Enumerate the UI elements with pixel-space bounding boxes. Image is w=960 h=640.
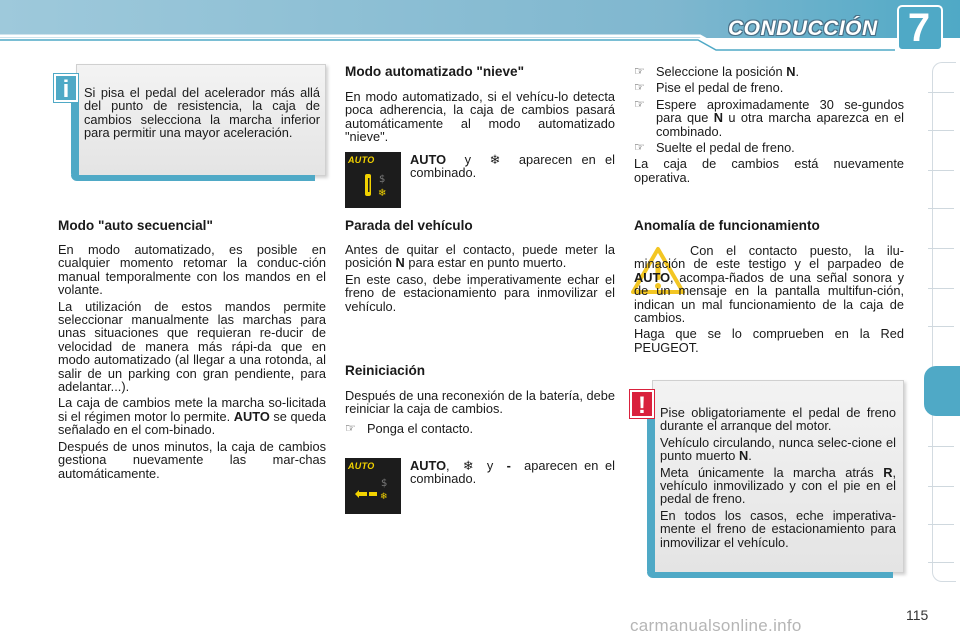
paragraph: En este caso, debe imperativamente echar el freno de estacionamiento para inmovilizar el vehículo. [345,271,615,314]
section-title-nieve: Modo automatizado "nieve" [345,64,525,79]
chapter-title: CONDUCCIÓN [728,17,878,40]
svg-text:$: $ [381,478,388,489]
paragraph: Meta únicamente la marcha atrás R, vehículo inmovilizado y con el pie en el pedal de freno. [660,464,896,507]
paragraph: Después de unos minutos, la caja de cambios gestiona nuevamente las mar-chas automáticamente. [58,438,326,481]
pointing-hand-icon: ☞ [634,64,645,78]
pointing-hand-icon: ☞ [634,140,645,155]
auto-snow-indicator-icon: AUTO $ ❄ [345,152,401,208]
auto-secuencial-body [58,243,326,483]
nieve-icon-caption: AUTO y ❄ aparecen en el combinado. [410,152,615,181]
list-item: ☞ Suelte el pedal de freno. [634,140,795,156]
watermark: carmanualsonline.info [630,616,802,635]
info-icon: i [54,74,78,102]
snowflake-icon: ❄ [462,458,474,473]
svg-text:❄: ❄ [378,188,387,199]
dash-symbol: - [506,458,511,473]
paragraph: Pise obligatoriamente el pedal de freno durante el arranque del motor. [660,405,896,434]
section-title-anomalia: Anomalía de funcionamiento [634,218,820,233]
auto-reset-indicator-icon: AUTO $ ❄ [345,458,401,514]
chapter-tab-strip [928,62,960,582]
page-number: 115 [906,607,929,623]
nieve-body: En modo automatizado, si el vehícu-lo detecta poca adherencia, la caja de cambios pasará automáticamente al modo automatizado "nieve". [345,89,615,145]
paragraph: En modo automatizado, es posible en cualquier momento retomar la conduc-ción manual temporalmente con los mandos en el volante. [58,242,326,298]
warning-icon: ! [630,390,654,418]
list-item: ☞ Espere aproximadamente 30 se-gundos para que N u otra marcha aparezca en el combinado. [634,96,904,139]
paragraph: Haga que se lo comprueben en la Red PEUGEOT. [634,326,904,355]
svg-text:❄: ❄ [380,492,388,502]
anomalia-body [634,244,904,357]
svg-text:$: $ [379,174,386,185]
paragraph: Con el contacto puesto, la ilu-minación de este testigo y el parpadeo de AUTO, acompa-ñados de una señal sonora y de un mensaje en la pantalla multifun-ción, indican un mal funcionamiento de la caja de cambios. [634,243,904,326]
chapter-tab-active[interactable] [924,366,960,416]
section-title-parada: Parada del vehículo [345,218,473,233]
paragraph: Antes de quitar el contacto, puede meter la posición N para estar en punto muerto. [345,242,615,271]
steps-list [634,65,904,187]
reiniciacion-icon-caption: AUTO, ❄ y - aparecen en el combinado. [410,458,615,487]
list-item: ☞ Seleccione la posición N. [634,64,800,79]
paragraph: La caja de cambios mete la marcha so-licitada si el régimen motor lo permite. AUTO se queda señalado en el com-binado. [58,395,327,438]
chapter-number: 7 [907,6,931,50]
warning-box-text [660,406,896,552]
header-band [0,0,960,52]
snowflake-icon: ❄ [489,152,501,167]
parada-body [345,243,615,316]
paragraph: En todos los casos, eche imperativa-mente el freno de estacionamiento para inmovilizar el vehículo. [660,507,896,550]
paragraph: La utilización de estos mandos permite seleccionar manualmente las marchas para unas situaciones que requieran re-ducir de velocidad de manera más rápi-da que en modo automatizado (al llegar a una rotonda, al salir de un parking con gran pendiente, para adelantar...). [58,298,326,395]
list-item: ☞ Ponga el contacto. [345,420,474,436]
pointing-hand-icon: ☞ [634,80,645,95]
reiniciacion-body [345,389,615,435]
info-box-text: Si pisa el pedal del acelerador más allá del punto de resistencia, la caja de cambios selecciona la marcha inferior para permitir una mayor aceleración. [84,85,320,141]
section-title-auto-secuencial: Modo "auto secuencial" [58,218,213,233]
paragraph: Después de una reconexión de la batería, debe reiniciar la caja de cambios. [345,388,615,417]
paragraph: La caja de cambios está nuevamente operativa. [634,156,904,185]
paragraph: Vehículo circulando, nunca selec-cione el punto muerto N. [660,434,896,464]
pointing-hand-icon: ☞ [634,96,645,111]
pointing-hand-icon: ☞ [345,420,356,435]
list-item: ☞ Pise el pedal de freno. [634,80,784,96]
section-title-reiniciacion: Reiniciación [345,363,426,378]
